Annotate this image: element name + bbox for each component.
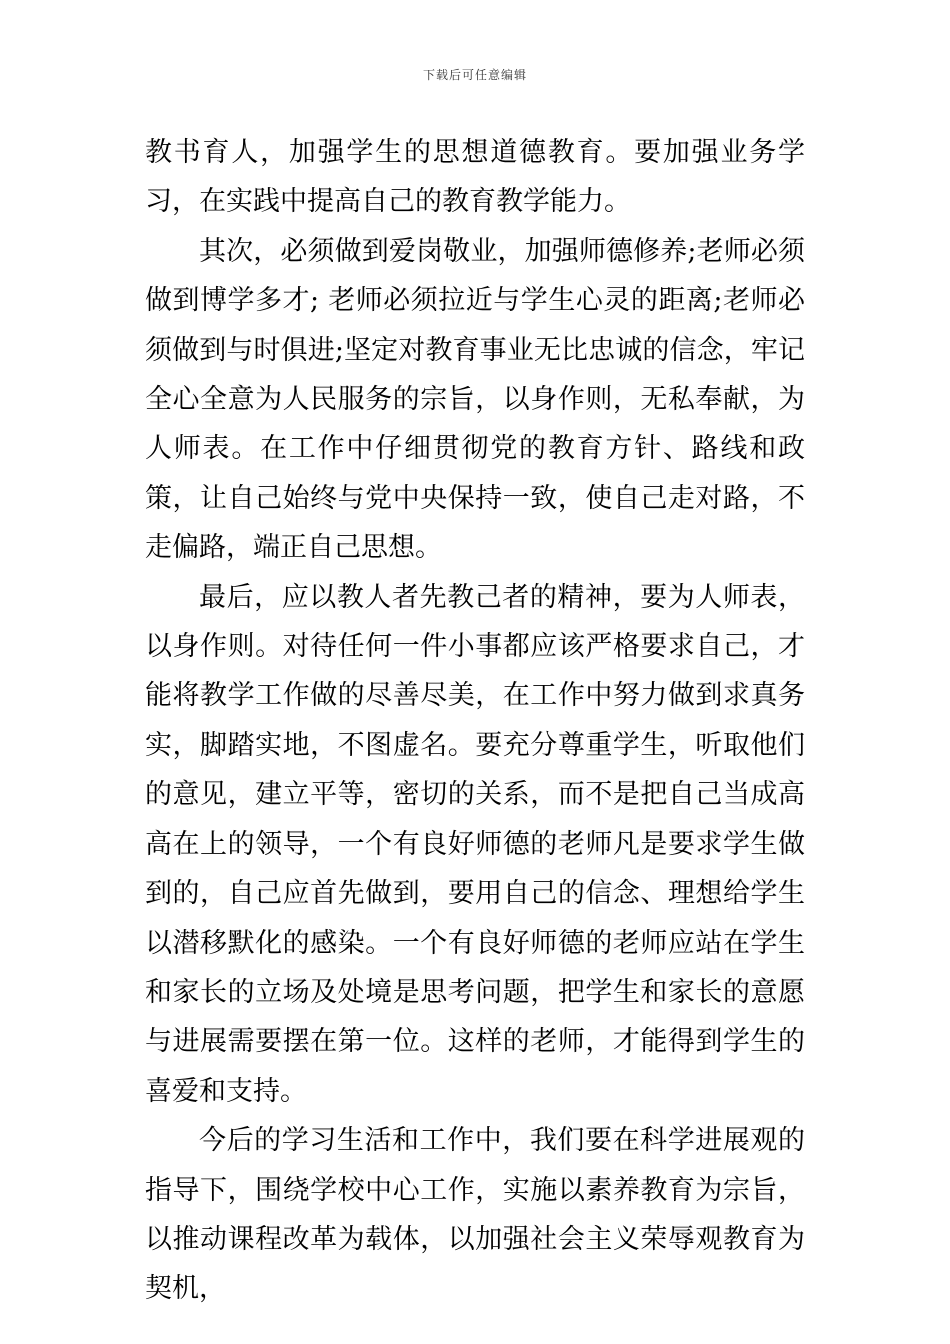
page-header: 下载后可任意编辑 bbox=[422, 68, 527, 82]
body-text bbox=[145, 128, 805, 1314]
paragraph: 其次，必须做到爱岗敬业，加强师德修养;老师必须做到博学多才; 老师必须拉近与学生心灵的距离;老师必须做到与时俱进;坚定对教育事业无比忠诚的信念，牢记全心全意为人民服务的宗旨，以身作则，无私奉献，为人师表。在工作中仔细贯彻党的教育方针、路线和政策，让自己始终与党中央保持一致，使自己走对路，不走偏路，端正自己思想。 bbox=[145, 235, 805, 564]
paragraph: 教书育人，加强学生的思想道德教育。要加强业务学习，在实践中提高自己的教育教学能力。 bbox=[145, 137, 805, 218]
paragraph: 今后的学习生活和工作中，我们要在科学进展观的指导下，围绕学校中心工作，实施以素养教育为宗旨，以推动课程改革为载体，以加强社会主义荣辱观教育为契机， bbox=[145, 1125, 805, 1305]
paragraph: 最后，应以教人者先教己者的精神，要为人师表，以身作则。对待任何一件小事都应该严格要求自己，才能将教学工作做的尽善尽美，在工作中努力做到求真务实，脚踏实地，不图虚名。要充分尊重学生，听取他们的意见，建立平等，密切的关系，而不是把自己当成高高在上的领导，一个有良好师德的老师凡是要求学生做到的，自己应首先做到，要用自己的信念、理想给学生以潜移默化的感染。一个有良好师德的老师应站在学生和家长的立场及处境是思考问题，把学生和家长的意愿与进展需要摆在第一位。这样的老师，才能得到学生的喜爱和支持。 bbox=[145, 581, 805, 1107]
